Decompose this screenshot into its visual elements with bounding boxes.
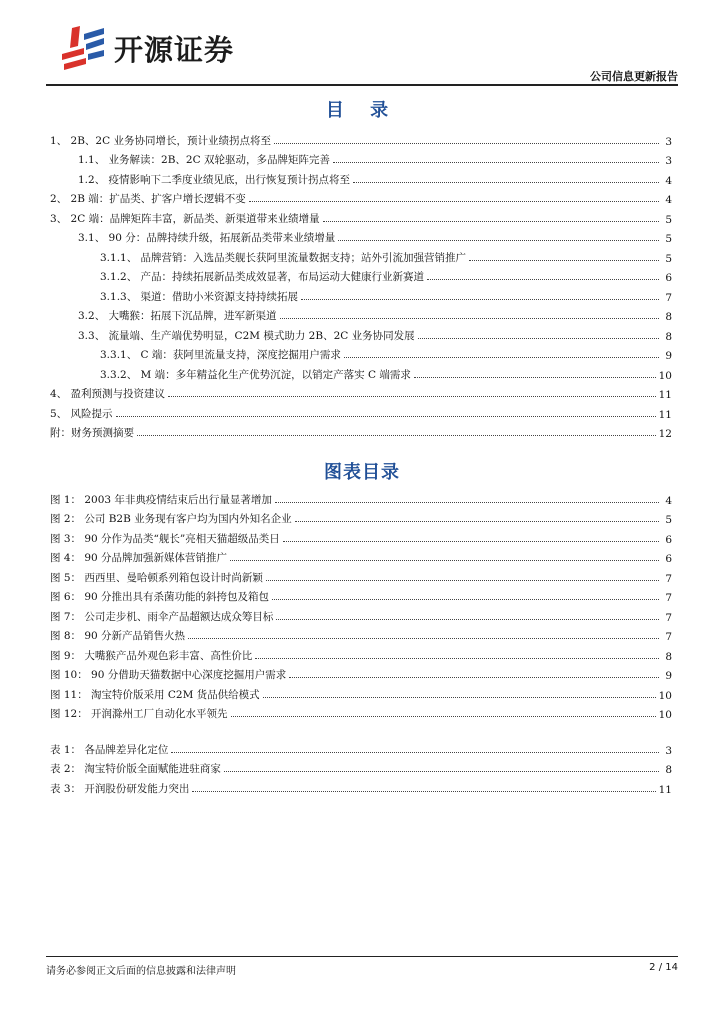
figure-entry[interactable] [50, 682, 672, 702]
dot-leader [333, 162, 659, 163]
table-list [50, 737, 672, 796]
figure-entry-page: 7 [665, 572, 672, 585]
dot-leader [168, 396, 656, 397]
page-header [46, 18, 678, 84]
toc-entry-page: 11 [658, 389, 672, 401]
toc-entry-page: 4 [665, 174, 672, 187]
toc-entry-page: 8 [665, 330, 672, 343]
dot-leader [338, 240, 659, 241]
toc-entry-page: 7 [665, 291, 672, 304]
toc-entry[interactable] [50, 343, 672, 363]
dot-leader [469, 260, 659, 261]
dot-leader [301, 299, 659, 300]
toc-entry-label: 3.3.1、 C 端：获阿里流量支持，深度挖掘用户需求 [100, 349, 341, 361]
table-entry-label: 表 3： 开润股份研发能力突出 [50, 782, 190, 795]
dot-leader [249, 201, 659, 202]
figure-entry-label: 图 1： 2003 年非典疫情结束后出行量显著增加 [50, 493, 272, 506]
dot-leader [171, 752, 659, 753]
dot-leader [274, 143, 659, 144]
figure-entry-page: 6 [665, 533, 672, 546]
toc-entry[interactable] [50, 323, 672, 343]
toc-entry-label: 3.1、 90 分：品牌持续升级，拓展新品类带来业绩增量 [78, 232, 336, 244]
figure-list-title: 图表目录 [324, 462, 400, 483]
dot-leader [116, 416, 656, 417]
dot-leader [276, 619, 659, 620]
figure-entry-page: 7 [665, 611, 672, 624]
figure-entry-page: 4 [665, 494, 672, 507]
toc-entry-page: 5 [665, 252, 672, 265]
footer-disclaimer: 请务必参阅正文后面的信息披露和法律声明 [46, 966, 236, 977]
table-entry-label: 表 1： 各品牌差异化定位 [50, 743, 169, 756]
dot-leader [266, 580, 659, 581]
dot-leader [353, 182, 659, 183]
table-entry-label: 表 2： 淘宝特价版全面赋能进驻商家 [50, 763, 221, 775]
dot-leader [231, 716, 656, 717]
toc-entry-page: 5 [665, 213, 672, 226]
dot-leader [272, 599, 659, 600]
toc-entry-page: 4 [665, 194, 672, 206]
figure-entry-page: 9 [665, 670, 672, 682]
figure-entry[interactable] [50, 643, 672, 663]
toc-entry-label: 1、 2B、2C 业务协同增长，预计业绩拐点将至 [50, 134, 271, 147]
toc-entry-page: 10 [658, 369, 672, 382]
figure-entry-label: 图 2： 公司 B2B 业务现有客户均为国内外知名企业 [50, 513, 292, 525]
dot-leader [280, 318, 659, 319]
dot-leader [192, 791, 655, 792]
company-logo [58, 24, 308, 72]
toc-entry-page: 11 [658, 408, 672, 421]
dot-leader [283, 541, 659, 542]
toc-entry-page: 6 [665, 272, 672, 284]
figure-entry-page: 5 [665, 514, 672, 526]
figure-entry-page: 10 [658, 689, 672, 702]
toc-entry[interactable] [50, 401, 672, 421]
toc-entry-page: 3 [665, 135, 672, 148]
figure-entry-label: 图 7： 公司走步机、雨伞产品超额达成众筹目标 [50, 610, 274, 623]
toc-entry[interactable] [50, 265, 672, 285]
dot-leader [418, 338, 659, 339]
table-entry-page: 8 [665, 764, 672, 776]
table-entry[interactable] [50, 757, 672, 777]
figure-entry-page: 10 [658, 709, 672, 721]
figure-entry[interactable] [50, 565, 672, 585]
figure-entry-page: 8 [665, 650, 672, 663]
figure-entry[interactable] [50, 546, 672, 566]
toc-entry[interactable] [50, 167, 672, 187]
toc-entry[interactable] [50, 421, 672, 441]
toc-entry-label: 4、 盈利预测与投资建议 [50, 388, 166, 400]
toc-title: 目 录 [325, 100, 399, 121]
figure-entry[interactable] [50, 624, 672, 644]
table-entry[interactable] [50, 776, 672, 796]
toc-entry-label: 5、 风险提示 [50, 407, 113, 420]
dot-leader [255, 658, 659, 659]
figure-entry-label: 图 11： 淘宝特价版采用 C2M 货品供给模式 [50, 688, 260, 701]
toc-entry-label: 3.3、 流量端、生产端优势明显，C2M 模式助力 2B、2C 业务协同发展 [78, 329, 415, 342]
page-number: 2 / 14 [649, 962, 678, 973]
toc-entry-label: 附：财务预测摘要 [50, 427, 134, 439]
dot-leader [289, 677, 659, 678]
figure-entry-label: 图 5： 西西里、曼哈顿系列箱包设计时尚新颖 [50, 571, 263, 584]
table-of-contents [50, 128, 672, 440]
figure-entry-page: 7 [665, 631, 672, 643]
toc-entry-label: 3、 2C 端：品牌矩阵丰富，新品类、新渠道带来业绩增量 [50, 212, 320, 225]
toc-entry-page: 8 [665, 311, 672, 323]
dot-leader [427, 279, 659, 280]
toc-entry[interactable] [50, 284, 672, 304]
figure-entry-label: 图 12： 开润滁州工厂自动化水平领先 [50, 708, 228, 720]
figure-entry-label: 图 3： 90 分作为品类“舰长”亮相天猫超级品类日 [50, 532, 280, 545]
dot-leader [295, 521, 659, 522]
report-type: 公司信息更新报告 [590, 70, 678, 83]
toc-entry-page: 9 [665, 350, 672, 362]
figure-entry-page: 6 [665, 553, 672, 565]
dot-leader [230, 560, 659, 561]
company-name: 开源证券 [114, 33, 235, 67]
dot-leader [263, 697, 656, 698]
figure-entry[interactable] [50, 507, 672, 527]
kaiyuan-logo-icon [58, 24, 106, 72]
toc-entry[interactable] [50, 206, 672, 226]
toc-entry[interactable] [50, 245, 672, 265]
header-rule [46, 84, 678, 86]
figure-entry[interactable] [50, 604, 672, 624]
toc-entry[interactable] [50, 382, 672, 402]
figure-list [50, 487, 672, 721]
toc-entry-page: 5 [665, 233, 672, 245]
figure-entry[interactable] [50, 663, 672, 683]
table-entry[interactable] [50, 737, 672, 757]
dot-leader [414, 377, 656, 378]
figure-entry-label: 图 10： 90 分借助天猫数据中心深度挖掘用户需求 [50, 669, 287, 681]
figure-entry[interactable] [50, 585, 672, 605]
toc-entry-page: 12 [658, 428, 672, 440]
toc-entry-label: 3.3.2、 M 端：多年精益化生产优势沉淀，以销定产落实 C 端需求 [100, 368, 411, 381]
figure-entry-label: 图 6： 90 分推出具有杀菌功能的斜挎包及箱包 [50, 591, 270, 603]
toc-entry-label: 1.1、 业务解读：2B、2C 双轮驱动，多品牌矩阵完善 [78, 154, 330, 166]
toc-entry[interactable] [50, 187, 672, 207]
figure-entry-label: 图 9： 大嘴猴产品外观色彩丰富、高性价比 [50, 649, 253, 662]
figure-entry-page: 7 [665, 592, 672, 604]
dot-leader [224, 771, 659, 772]
figure-entry-label: 图 4： 90 分品牌加强新媒体营销推广 [50, 552, 228, 564]
toc-entry-page: 3 [665, 155, 672, 167]
dot-leader [275, 502, 659, 503]
table-entry-page: 3 [665, 744, 672, 757]
toc-entry-label: 3.2、 大嘴猴：拓展下沉品牌，进军新渠道 [78, 310, 277, 322]
footer-rule [46, 956, 678, 957]
dot-leader [344, 357, 659, 358]
dot-leader [137, 435, 656, 436]
toc-entry[interactable] [50, 148, 672, 168]
table-entry-page: 11 [658, 783, 672, 796]
dot-leader [323, 221, 659, 222]
toc-entry-label: 1.2、 疫情影响下二季度业绩见底，出行恢复预计拐点将至 [78, 173, 351, 186]
toc-entry-label: 3.1.1、 品牌营销：入选品类舰长获阿里流量数据支持；站外引流加强营销推广 [100, 251, 467, 264]
figure-entry[interactable] [50, 702, 672, 722]
figure-entry-label: 图 8： 90 分新产品销售火热 [50, 630, 186, 642]
toc-entry-label: 2、 2B 端：扩品类、扩客户增长逻辑不变 [50, 193, 246, 205]
figure-entry[interactable] [50, 526, 672, 546]
toc-entry[interactable] [50, 128, 672, 148]
dot-leader [188, 638, 659, 639]
toc-entry-label: 3.1.2、 产品：持续拓展新品类成效显著，布局运动大健康行业新赛道 [100, 271, 425, 283]
toc-entry[interactable] [50, 226, 672, 246]
toc-entry[interactable] [50, 362, 672, 382]
toc-entry[interactable] [50, 304, 672, 324]
toc-entry-label: 3.1.3、 渠道：借助小米资源支持持续拓展 [100, 290, 299, 303]
figure-entry[interactable] [50, 487, 672, 507]
